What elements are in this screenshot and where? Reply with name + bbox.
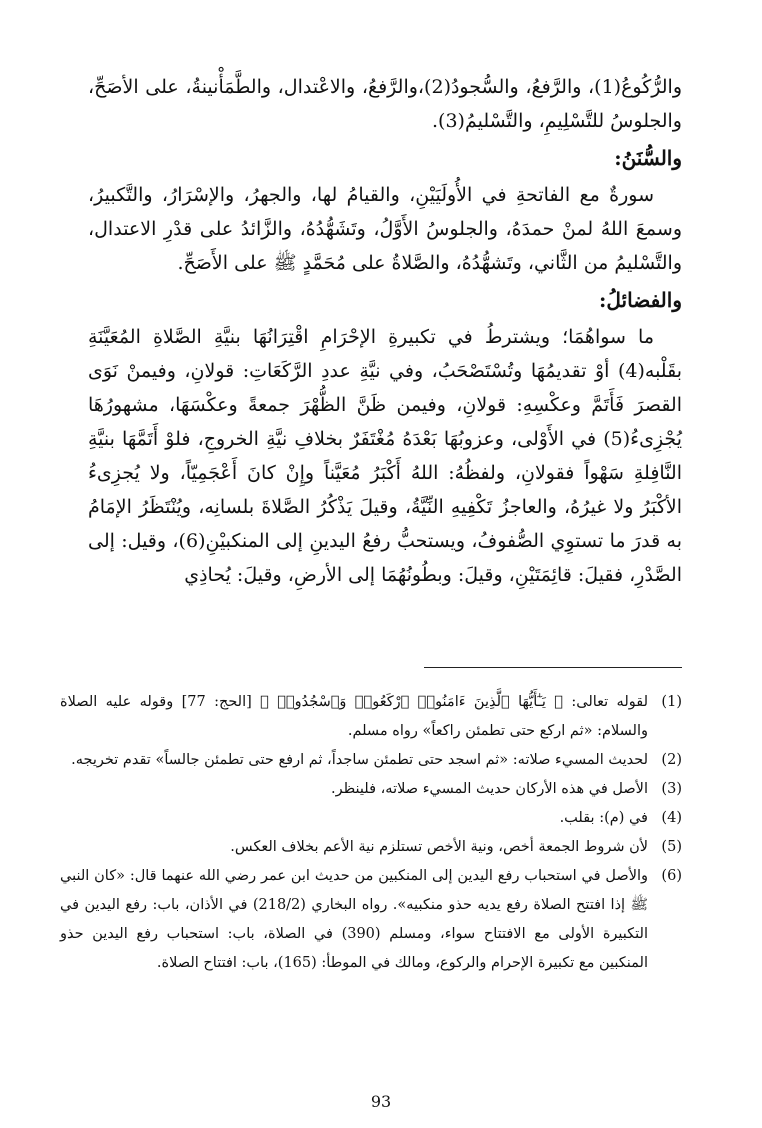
footnote-text: في (م): بقلب.	[559, 810, 648, 826]
footnote-text: الأصل في هذه الأركان حديث المسيء صلاته، فلينظر.	[331, 781, 648, 797]
footnote-item	[60, 775, 682, 804]
footnote-number: (4)	[661, 810, 682, 826]
paragraph-pillars: والرُّكُوعُ(1)، والرَّفعُ، والسُّجودُ(2)،والرَّفعُ، والاعْتدال، والطَّمَأْنينةُ، على الأصَحِّ، والجلوسُ للتَّسْلِيمِ، والتَّسْليمُ(3).	[88, 76, 683, 132]
footnote-item	[60, 746, 682, 775]
footnote-text: لأن شروط الجمعة أخص، ونية الأخص تستلزم نية الأعم بخلاف العكس.	[230, 839, 648, 855]
footnote-item	[60, 804, 682, 833]
heading-sunan: والسُّنَنُ:	[614, 146, 682, 170]
footnote-text: لحديث المسيء صلاته: «ثم اسجد حتى تطمئن ساجداً، ثم ارفع حتى تطمئن جالساً» تقدم تخريجه.	[71, 752, 648, 768]
paragraph-fadail: ما سواهُمَا؛ ويشترطُ في تكبيرةِ الإحْرَامِ اقْتِرَانُهَا بنيَّةِ الصَّلاةِ المُعَيَّنَةِ بقَلْبه(4) أوْ تقديمُهَا وتُسْتَصْحَبُ، وفي نيَّةِ عددِ الرَّكَعَاتِ: قولانِ، وفيمنْ نَوَى القصرَ فَأَتَمَّ وعكْسِهِ: قولانِ، وفيمن ظَنَّ الظُّهْرَ جمعةً وعكْسَهَا، مشهورُهَا يُجْزِىءُ(5) في الأَوْلى، وعزوبُهَا بَعْدَهُ مُغْتَفَرٌ بخلافِ نيَّةِ الخروجِ، فلوْ أَتَمَّهَا بنيَّةِ النَّافِلةِ سَهْواً فقولانِ، ولفظُهُ: اللهُ أَكْبَرُ مُعَيَّناً وإِنْ كانَ أَعْجَمِيّاً، ولا يُجزِىءُ الأكْبَرُ ولا غيرُهُ، والعاجزُ تَكْفِيهِ النِّيَّةُ، وقيلَ يَذْكُرُ الصَّلاةَ بلسانِه، ويُنْتَظَرُ الإمَامُ به قدرَ ما تستوِي الصُّفوفُ، ويستحبُّ رفعُ اليدينِ إلى المنكبيْنِ(6)، وقيل: إلى الصَّدْرِ، فقيلَ: قائِمَتَيْنِ، وقيلَ: وبطُونُهُمَا إلى الأرضِ، وقيلَ: يُحاذِي	[88, 326, 682, 586]
footnote-number: (5)	[661, 839, 682, 855]
heading-fadail: والفضائلُ:	[599, 288, 682, 312]
footnote-number: (1)	[661, 694, 682, 710]
footnote-item	[60, 688, 682, 746]
footnote-text: لقوله تعالى: ﴿ يَـٰٓأَيُّهَا ٱلَّذِينَ ءَامَنُوا۟ ٱرْكَعُوا۟ وَٱسْجُدُوا۟ ﴾ [الحج: 77] وقوله عليه الصلاة والسلام: «ثم اركع حتى تطمئن راكعاً» رواه مسلم.	[60, 694, 648, 739]
paragraph-sunan: سورةٌ مع الفاتحةِ في الأُولَيَيْنِ، والقيامُ لها، والجهرُ، والإسْرَارُ، والتَّكبيرُ، وسمعَ اللهُ لمنْ حمدَهُ، والجلوسُ الأَوَّلُ، وتَشَهُّدُهُ، والزَّائدُ على قدْرِ الاعتدال، والتَّسْليمُ من الثَّاني، وتَشهُّدُهُ، والصَّلاةُ على مُحَمَّدٍ ﷺ على الأَصَحِّ.	[88, 184, 682, 274]
page-number: 93	[370, 1092, 392, 1111]
footnotes	[60, 688, 682, 978]
footnote-item	[60, 862, 682, 978]
footnote-divider	[424, 667, 682, 668]
footnote-number: (2)	[661, 752, 682, 768]
footnote-number: (6)	[661, 868, 682, 884]
footnote-text: والأصل في استحباب رفع اليدين إلى المنكبين من حديث ابن عمر رضي الله عنهما قال: «كان النبي ﷺ إذا افتتح الصلاة رفع يديه حذو منكبيه». رواه البخاري (218/2) في الأذان، باب: رفع اليدين في التكبيرة الأولى مع الافتتاح سواء، ومسلم (390) في الصلاة، باب: استحباب رفع اليدين حذو المنكبين مع تكبيرة الإحرام والركوع، ومالك في الموطأ: (165)، باب: افتتاح الصلاة.	[60, 868, 649, 971]
main-text	[88, 70, 682, 592]
footnote-number: (3)	[661, 781, 682, 797]
footnote-item	[60, 833, 682, 862]
